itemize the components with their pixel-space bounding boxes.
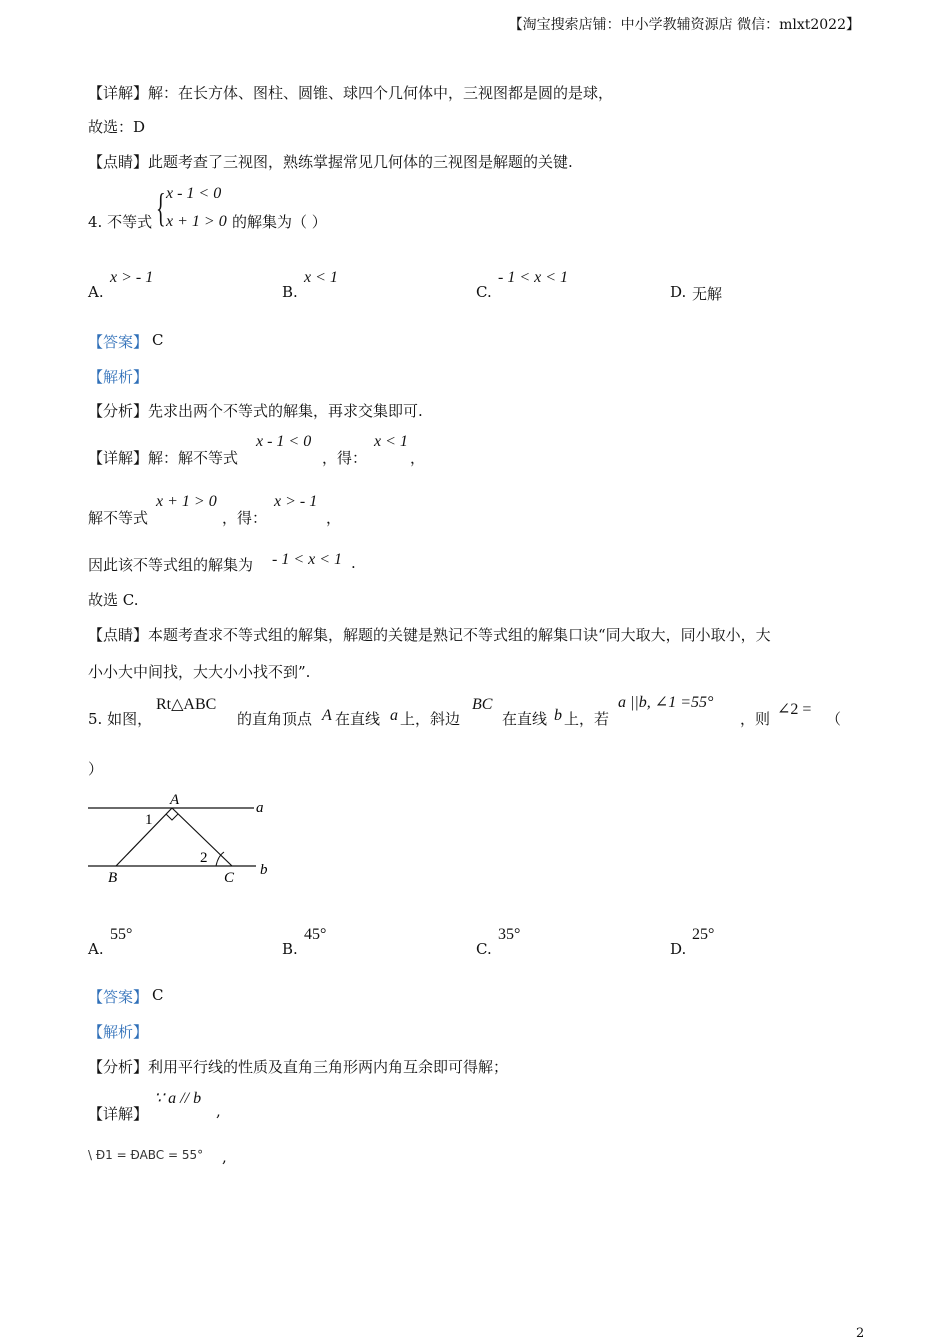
q4-line2-end: ， (326, 509, 342, 527)
q4-ineq1: x - 1 < 0 (166, 185, 222, 202)
q5-last-end: , (222, 1148, 227, 1166)
q4-suffix: 的解集为（ ） (232, 213, 327, 231)
page-number: 2 (856, 1326, 865, 1341)
q5-analysis-label: 【解析】 (88, 1023, 149, 1041)
label-line-b: b (260, 862, 268, 878)
q4-detail-prefix: 【详解】解：解不等式 (88, 449, 239, 467)
q4-line3-prefix: 因此该不等式组的解集为 (88, 556, 254, 574)
q5-answer: C (152, 986, 164, 1004)
q4-option-c-letter: C. (476, 283, 492, 301)
q4-answer: C (152, 331, 164, 349)
q5-paren-open: （ (826, 710, 842, 728)
q5-paren-close: ） (88, 760, 104, 778)
label-b-point: B (108, 870, 118, 886)
label-a-point: A (170, 792, 180, 808)
q3-comment: 【点睛】此题考查了三视图，熟练掌握常见几何体的三视图是解题的关键. (88, 153, 573, 171)
q4-option-b-letter: B. (282, 283, 298, 301)
q4-detail-end: ， (410, 449, 426, 467)
q5-detail-math: ∵ a // b (154, 1090, 202, 1107)
q5-answer-label: 【答案】 (88, 988, 149, 1006)
q4-line2-ineq: x + 1 > 0 (156, 493, 217, 510)
label-line-a: a (256, 800, 264, 816)
q4-line3-end: . (351, 554, 356, 572)
q4-comment-2: 小小大中间找，大大小小找不到”. (88, 663, 311, 681)
q5-option-c-letter: C. (476, 940, 492, 958)
label-c-point: C (224, 870, 235, 886)
q4-ineq2: x + 1 > 0 (166, 213, 227, 230)
q4-detail-ineq: x - 1 < 0 (256, 433, 312, 450)
q5-option-c: 35° (498, 926, 521, 943)
q5-option-b: 45° (304, 926, 327, 943)
q3-choose: 故选：D (88, 118, 146, 136)
q4-line3-math: - 1 < x < 1 (272, 551, 343, 568)
q5-last-line: \ Ð1 = ÐABC = 55° (88, 1148, 204, 1162)
q5-mid4: 在直线 (502, 710, 548, 728)
q4-option-a-letter: A. (88, 283, 104, 301)
q5-condition: a ||b, ∠1 =55° (618, 694, 714, 711)
q5-mid2: 在直线 (335, 710, 381, 728)
q4-line2-get: ，得： (222, 509, 268, 527)
q5-rt-triangle: Rt△ABC (156, 696, 217, 713)
right-angle-mark (166, 814, 178, 820)
q5-option-d-letter: D. (670, 940, 687, 958)
side-ab (116, 808, 172, 866)
q5-mid5: 上，若 (564, 710, 610, 728)
q5-prefix: 5. 如图， (88, 710, 153, 728)
q5-ask: ∠2 = (777, 701, 812, 718)
q4-option-a: x > - 1 (110, 269, 154, 286)
q4-comment-1: 【点睛】本题考查求不等式组的解集，解题的关键是熟记不等式组的解集口诀“同大取大，同小取小，大 (88, 626, 771, 644)
q5-mid1: 的直角顶点 (237, 710, 313, 728)
q5-option-d: 25° (692, 926, 715, 943)
q4-option-b: x < 1 (304, 269, 338, 286)
q4-choose: 故选 C. (88, 591, 139, 609)
q4-answer-label: 【答案】 (88, 333, 149, 351)
label-angle-1: 1 (145, 812, 153, 828)
q4-option-d-letter: D. (670, 283, 687, 301)
q5-option-a-letter: A. (88, 940, 104, 958)
label-angle-2: 2 (200, 850, 208, 866)
q5-bc: BC (472, 696, 493, 713)
q5-mid3: 上，斜边 (400, 710, 461, 728)
q4-option-d: 无解 (692, 285, 723, 303)
q4-detail-res: x < 1 (374, 433, 408, 450)
q4-prefix: 4. 不等式 (88, 213, 153, 231)
q4-analysis: 【分析】先求出两个不等式的解集，再求交集即可. (88, 402, 423, 420)
q5-point-a: A (322, 707, 332, 724)
q5-detail-end: , (216, 1102, 221, 1120)
q4-line2-res: x > - 1 (274, 493, 318, 510)
q5-option-b-letter: B. (282, 940, 298, 958)
page-header: 【淘宝搜索店铺：中小学教辅资源店 微信：mlxt2022】 (508, 17, 860, 33)
q5-line-a: a (390, 707, 398, 724)
q5-line-b: b (554, 707, 562, 724)
q5-analysis: 【分析】利用平行线的性质及直角三角形两内角互余即可得解； (88, 1058, 509, 1076)
triangle-figure (84, 788, 284, 888)
q4-line2-prefix: 解不等式 (88, 509, 149, 527)
q3-detail: 【详解】解：在长方体、图柱、圆锥、球四个几何体中，三视图都是圆的是球， (88, 84, 614, 102)
q4-detail-get: ，得： (322, 449, 368, 467)
system-brace: { (156, 185, 166, 230)
q4-option-c: - 1 < x < 1 (498, 269, 569, 286)
q5-detail-label: 【详解】 (88, 1105, 149, 1123)
q5-option-a: 55° (110, 926, 133, 943)
q5-mid6: ，则 (740, 710, 771, 728)
q4-analysis-label: 【解析】 (88, 368, 149, 386)
